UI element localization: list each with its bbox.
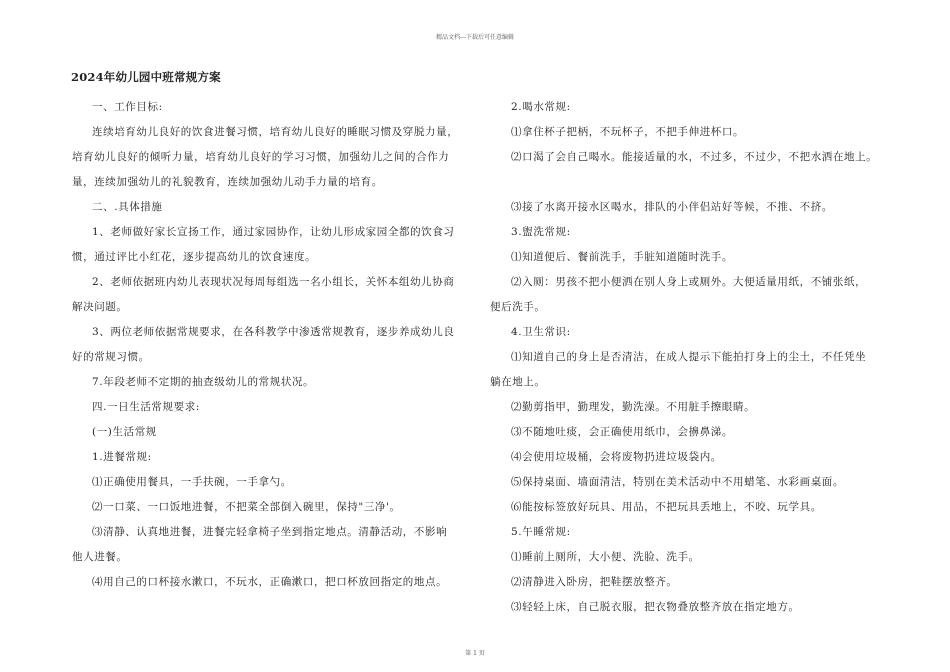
page-number: 第 1 页 — [465, 650, 485, 657]
paragraph-line: 二、.具体措施 — [92, 201, 163, 213]
paragraph-line: ⑶不随地吐痰，会正确使用纸巾，会擤鼻涕。 — [511, 426, 733, 438]
paragraph-line: 量，连续加强幼儿的礼貌教育，连续加强幼儿动手力量的培育。 — [72, 176, 383, 188]
paragraph-line: ⑴正确使用餐具，一手扶碗，一手拿勺。 — [92, 476, 292, 488]
paragraph-line: ⑴知道便后、餐前洗手，手脏知道随时洗手。 — [511, 251, 733, 263]
paragraph-line: 2.喝水常规: — [511, 101, 571, 113]
paragraph-line: ⑶清静、认真地进餐，进餐完轻拿椅子坐到指定地点。清静活动，不影响 — [92, 526, 448, 538]
paragraph-line: ⑷会使用垃圾桶，会将废物扔进垃圾袋内。 — [511, 451, 722, 463]
paragraph-line: 四.一日生活常规要求: — [92, 401, 200, 413]
page-header: 精品文档---下载后可任意编辑 — [435, 34, 515, 41]
paragraph-line: 好的常规习惯。 — [72, 351, 150, 363]
paragraph-line: 解决问题。 — [72, 301, 128, 313]
paragraph-line: ⑶轻轻上床，自己脱衣服，把衣物叠放整齐放在指定地方。 — [511, 601, 800, 613]
paragraph-line: 3、两位老师依据常规要求，在各科教学中渗透常规教育，逐步养成幼儿良 — [92, 326, 455, 338]
paragraph-line: ⑴知道自己的身上是否清洁，在成人提示下能拍打身上的尘土，不任凭坐 — [511, 351, 867, 363]
paragraph-line: 便后洗手。 — [490, 301, 546, 313]
paragraph-line: ⑴拿住杯子把柄，不玩杯子，不把手伸进杯口。 — [511, 126, 745, 138]
paragraph-line: 3.盥洗常规: — [511, 226, 571, 238]
paragraph-line: ⑵清静进入卧房，把鞋摆放整齐。 — [511, 576, 678, 588]
paragraph-line: (一)生活常规 — [92, 426, 157, 438]
paragraph-line: ⑷用自己的口杯接水漱口，不玩水，正确漱口，把口杯放回指定的地点。 — [92, 576, 448, 588]
paragraph-line: 2、老师依据班内幼儿表现状况每周每组选一名小组长，关怀本组幼儿协商 — [92, 276, 455, 288]
paragraph-line: 他人进餐。 — [72, 551, 128, 563]
paragraph-line: ⑸保持桌面、墙面清洁，特别在美术活动中不用蜡笔、水彩画桌面。 — [511, 476, 844, 488]
paragraph-line: ⑹能按标签放好玩具、用品，不把玩具丢地上，不咬、玩学具。 — [511, 501, 822, 513]
document-title: 2024年幼儿园中班常规方案 — [71, 70, 221, 84]
paragraph-line: 惯，通过评比小红花，逐步提高幼儿的饮食速度。 — [72, 251, 317, 263]
paragraph-line: ⑵入厕：男孩不把小便洒在别人身上或厕外。大便适量用纸，不铺张纸， — [511, 276, 867, 288]
paragraph-line: 培育幼儿良好的倾听力量，培育幼儿良好的学习习惯，加强幼儿之间的合作力 — [72, 151, 450, 163]
paragraph-line: ⑵口渴了会自己喝水。能接适量的水，不过多，不过少，不把水洒在地上。 — [511, 151, 878, 163]
paragraph-line: 4.卫生常识: — [511, 326, 571, 338]
paragraph-line: 1.进餐常规: — [92, 451, 152, 463]
paragraph-line: 5.午睡常规: — [511, 526, 571, 538]
paragraph-line: ⑵一口菜、一口饭地进餐，不把菜全部倒入碗里，保持"三净'。 — [92, 501, 401, 513]
paragraph-line: ⑵勤剪指甲，勤理发，勤洗澡。不用脏手擦眼睛。 — [511, 401, 756, 413]
paragraph-line: 连续培育幼儿良好的饮食进餐习惯，培育幼儿良好的睡眠习惯及穿脱力量， — [92, 126, 459, 138]
paragraph-line: 一、工作目标: — [92, 101, 163, 113]
paragraph-line: ⑶接了水离开接水区喝水，排队的小伴侣站好等候，不推、不挤。 — [511, 201, 833, 213]
paragraph-line: 7.年段老师不定期的抽查级幼儿的常规状况。 — [92, 376, 315, 388]
paragraph-line: ⑴睡前上厕所，大小便、洗脸、洗手。 — [511, 551, 700, 563]
paragraph-line: 躺在地上。 — [490, 376, 546, 388]
paragraph-line: 1、老师做好家长宣扬工作，通过家园协作，让幼儿形成家园全都的饮食习 — [92, 226, 455, 238]
